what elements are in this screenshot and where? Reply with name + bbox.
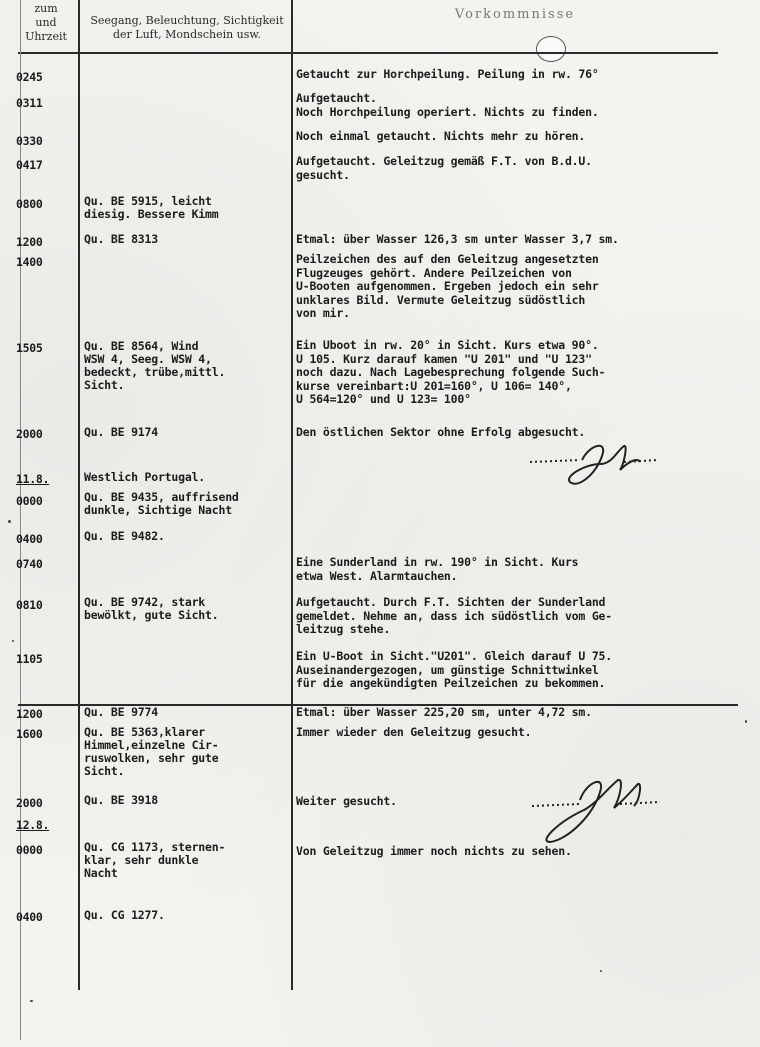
entry-event: Den östlichen Sektor ohne Erfolg abgesucht. [296,425,586,439]
captain-signature [510,770,670,850]
entry-time: 0330 [16,134,43,148]
entry-weather: Qu. BE 8313 [84,232,158,246]
entry-weather: Qu. BE 9742, stark bewölkt, gute Sicht. [84,595,219,622]
entry-weather: Qu. CG 1277. [84,908,165,922]
entry-time: 0000 [16,843,43,857]
entry-weather: Qu. BE 9174 [84,425,158,439]
entry-event: Ein Uboot in rw. 20° in Sicht. Kurs etwa 90°. U 105. Kurz darauf kamen "U 201" und "U 123" noch dazu. Nach Lagebesprechung folgende Such- kurse vereinbart:U 201=160°, U 106= 140°, U 564=120° und U 123= 100° [296,338,606,406]
entry-event: Ein U-Boot in Sicht."U201". Gleich darauf U 75. Auseinandergezogen, um günstige Schnittwinkel für die angekündigten Peilzeichen zu bekommen. [296,649,613,690]
column-header-weather: Seegang, Beleuchtung, Sichtigkeit der Luft, Mondschein usw. [90,14,284,41]
entry-time: 1200 [16,235,43,249]
entry-weather: Qu. CG 1173, sternen- klar, sehr dunkle Nacht [84,840,226,880]
column-header-time: zum und Uhrzeit [25,2,67,43]
copy-speck [30,1000,33,1002]
entry-weather: Qu. BE 5915, leicht diesig. Bessere Kimm [84,194,219,221]
entry-weather: Qu. BE 9435, auffrisend dunkle, Sichtige Nacht [84,490,239,517]
entry-time: 0000 [16,494,43,508]
entry-event: Eine Sunderland in rw. 190° in Sicht. Kurs etwa West. Alarmtauchen. [296,555,579,583]
date-marker: 12.8. [16,818,50,832]
left-margin-rule [20,0,21,1040]
entry-time: 2000 [16,427,43,441]
entry-event: Immer wieder den Geleitzug gesucht. [296,725,532,739]
punch-hole [536,36,566,62]
entry-time: 1105 [16,652,43,666]
copy-speck [600,970,602,972]
entry-time: 2000 [16,796,43,810]
copy-speck [12,640,14,642]
entry-time: 1600 [16,727,43,741]
date-marker: 11.8. [16,472,50,486]
entry-event: Peilzeichen des auf den Geleitzug angesetzten Flugzeuges gehört. Andere Peilzeichen von U-Booten aufgenommen. Ergeben jedoch ein sehr unklares Bild. Vermute Geleitzug südöstlich von mir. [296,252,599,320]
entry-time: 0400 [16,532,43,546]
entry-event: Weiter gesucht. [296,794,397,808]
entry-weather: Qu. BE 3918 [84,793,158,807]
entry-time: 0245 [16,70,43,84]
entry-time: 1505 [16,341,43,355]
entry-event: Noch einmal getaucht. Nichts mehr zu hören. [296,129,586,143]
entry-weather: Qu. BE 8564, Wind WSW 4, Seeg. WSW 4, bedeckt, trübe,mittl. Sicht. [84,339,226,392]
entry-event: Aufgetaucht. Geleitzug gemäß F.T. von B.d.U. gesucht. [296,154,592,182]
entry-weather: Qu. BE 9482. [84,529,165,543]
column-divider-1 [78,0,80,990]
captain-signature [520,434,670,494]
entry-weather: Westlich Portugal. [84,470,206,484]
entry-time: 0800 [16,197,43,211]
entry-time: 0311 [16,96,43,110]
entry-time: 0400 [16,910,43,924]
copy-speck [745,720,747,723]
entry-event: Aufgetaucht. Durch F.T. Sichten der Sunderland gemeldet. Nehme an, dass ich südöstlich vom Ge- leitzug stehe. [296,595,613,636]
entry-event: Aufgetaucht. Noch Horchpeilung operiert. Nichts zu finden. [296,91,599,119]
entry-event: Getaucht zur Horchpeilung. Peilung in rw. 76° [296,67,599,81]
entry-event: Etmal: über Wasser 225,20 sm, unter 4,72 sm. [296,705,592,719]
header-rule [18,52,718,54]
entry-time: 1400 [16,255,43,269]
entry-event: Etmal: über Wasser 126,3 sm unter Wasser 3,7 sm. [296,232,619,246]
entry-weather: Qu. BE 5363,klarer Himmel,einzelne Cir- ruswolken, sehr gute Sicht. [84,725,219,778]
column-header-events: Vorkommnisse [454,7,576,22]
entry-time: 0417 [16,158,43,172]
entry-time: 1200 [16,707,43,721]
entry-weather: Qu. BE 9774 [84,705,158,719]
copy-speck [8,520,11,523]
entry-time: 0810 [16,598,43,612]
entry-event: Von Geleitzug immer noch nichts zu sehen. [296,844,572,858]
entry-time: 0740 [16,557,43,571]
